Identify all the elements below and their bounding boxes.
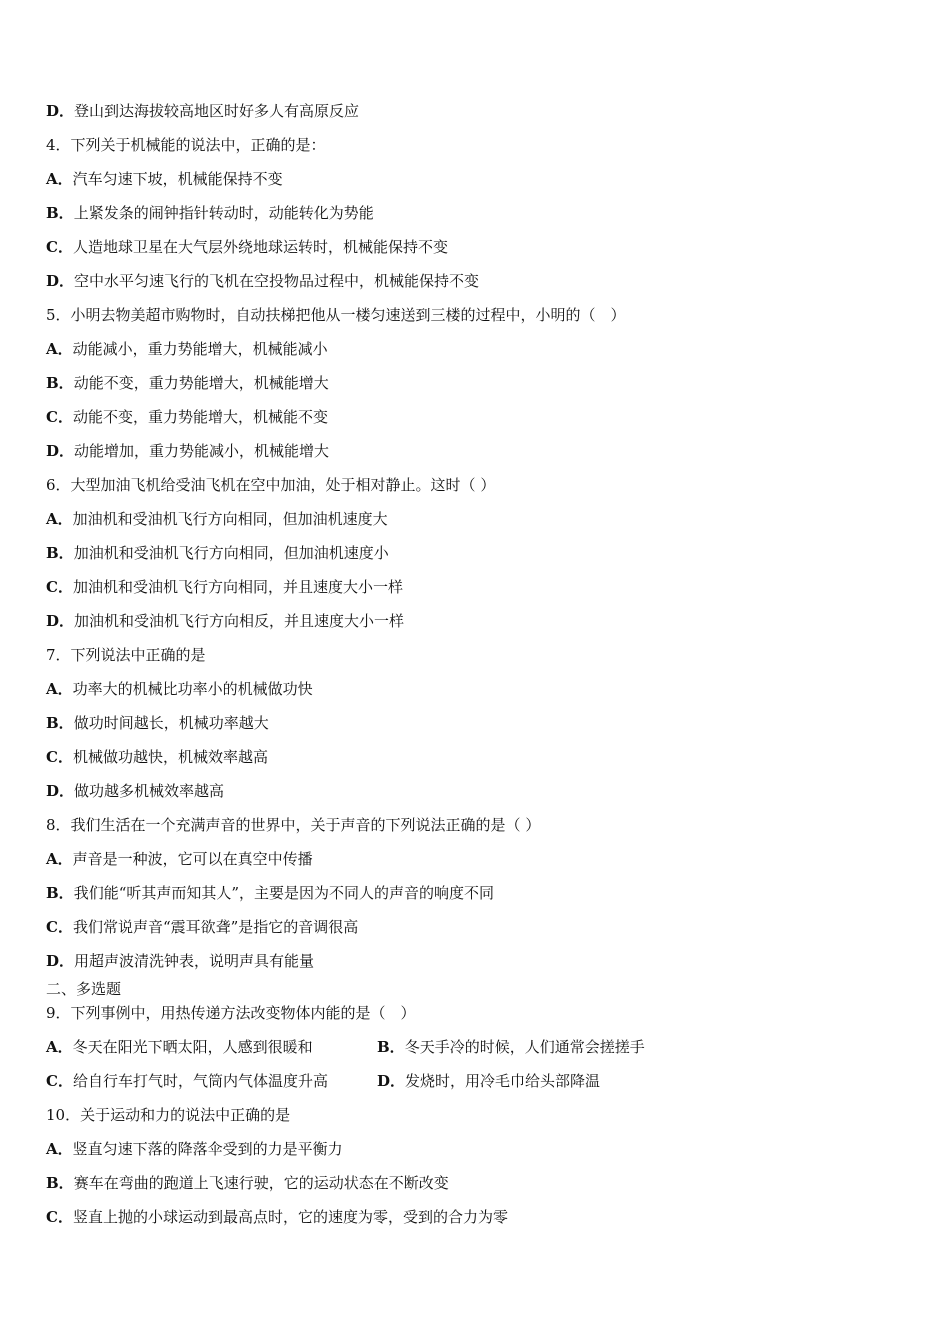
question-stem: 9．下列事例中，用热传递方法改变物体内能的是（ ）	[46, 1004, 416, 1022]
option-line: A．功率大的机械比功率小的机械做功快	[46, 680, 313, 698]
option-row	[46, 1068, 906, 1102]
question-stem: 6．大型加油飞机给受油飞机在空中加油，处于相对静止。这时（ ）	[46, 476, 496, 494]
option-item: A．冬天在阳光下晒太阳，人感到很暖和	[46, 1038, 313, 1056]
option-line: A．动能减小，重力势能增大，机械能减小	[46, 340, 328, 358]
option-line: C．竖直上抛的小球运动到最高点时，它的速度为零，受到的合力为零	[46, 1208, 508, 1226]
document-page	[46, 98, 906, 1238]
option-item: D．发烧时，用冷毛巾给头部降温	[377, 1072, 601, 1090]
option-line: A．竖直匀速下落的降落伞受到的力是平衡力	[46, 1140, 343, 1158]
option-line: C．动能不变，重力势能增大，机械能不变	[46, 408, 328, 426]
option-line: C．人造地球卫星在大气层外绕地球运转时，机械能保持不变	[46, 238, 448, 256]
option-item: B．冬天手冷的时候，人们通常会搓搓手	[377, 1038, 645, 1056]
question-stem: 7．下列说法中正确的是	[46, 646, 206, 664]
option-line: D．做功越多机械效率越高	[46, 782, 225, 800]
option-line: A．汽车匀速下坡，机械能保持不变	[46, 170, 283, 188]
option-line: B．加油机和受油机飞行方向相同，但加油机速度小	[46, 544, 389, 562]
option-line: C．我们常说声音“震耳欲聋”是指它的音调很高	[46, 918, 359, 936]
option-line: A．声音是一种波，它可以在真空中传播	[46, 850, 313, 868]
option-line: B．上紧发条的闹钟指针转动时，动能转化为势能	[46, 204, 374, 222]
option-line: B．赛车在弯曲的跑道上飞速行驶，它的运动状态在不断改变	[46, 1174, 449, 1192]
option-item: C．给自行车打气时，气筒内气体温度升高	[46, 1072, 328, 1090]
option-line: D．加油机和受油机飞行方向相反，并且速度大小一样	[46, 612, 405, 630]
option-line: D．动能增加，重力势能减小，机械能增大	[46, 442, 330, 460]
option-line: D．登山到达海拔较高地区时好多人有高原反应	[46, 102, 360, 120]
option-line: C．机械做功越快，机械效率越高	[46, 748, 268, 766]
section-heading: 二、多选题	[46, 980, 122, 998]
option-line: B．动能不变，重力势能增大，机械能增大	[46, 374, 329, 392]
option-line: D．空中水平匀速飞行的飞机在空投物品过程中，机械能保持不变	[46, 272, 480, 290]
question-stem: 10．关于运动和力的说法中正确的是	[46, 1106, 291, 1124]
option-line: B．我们能“听其声而知其人”，主要是因为不同人的声音的响度不同	[46, 884, 495, 902]
option-row	[46, 1034, 906, 1068]
question-stem: 4．下列关于机械能的说法中，正确的是：	[46, 136, 326, 154]
option-line: B．做功时间越长，机械功率越大	[46, 714, 269, 732]
option-line: A．加油机和受油机飞行方向相同，但加油机速度大	[46, 510, 388, 528]
option-line: C．加油机和受油机飞行方向相同，并且速度大小一样	[46, 578, 403, 596]
question-stem: 5．小明去物美超市购物时，自动扶梯把他从一楼匀速送到三楼的过程中，小明的（ ）	[46, 306, 626, 324]
option-line: D．用超声波清洗钟表，说明声具有能量	[46, 952, 315, 970]
question-stem: 8．我们生活在一个充满声音的世界中，关于声音的下列说法正确的是（ ）	[46, 816, 541, 834]
